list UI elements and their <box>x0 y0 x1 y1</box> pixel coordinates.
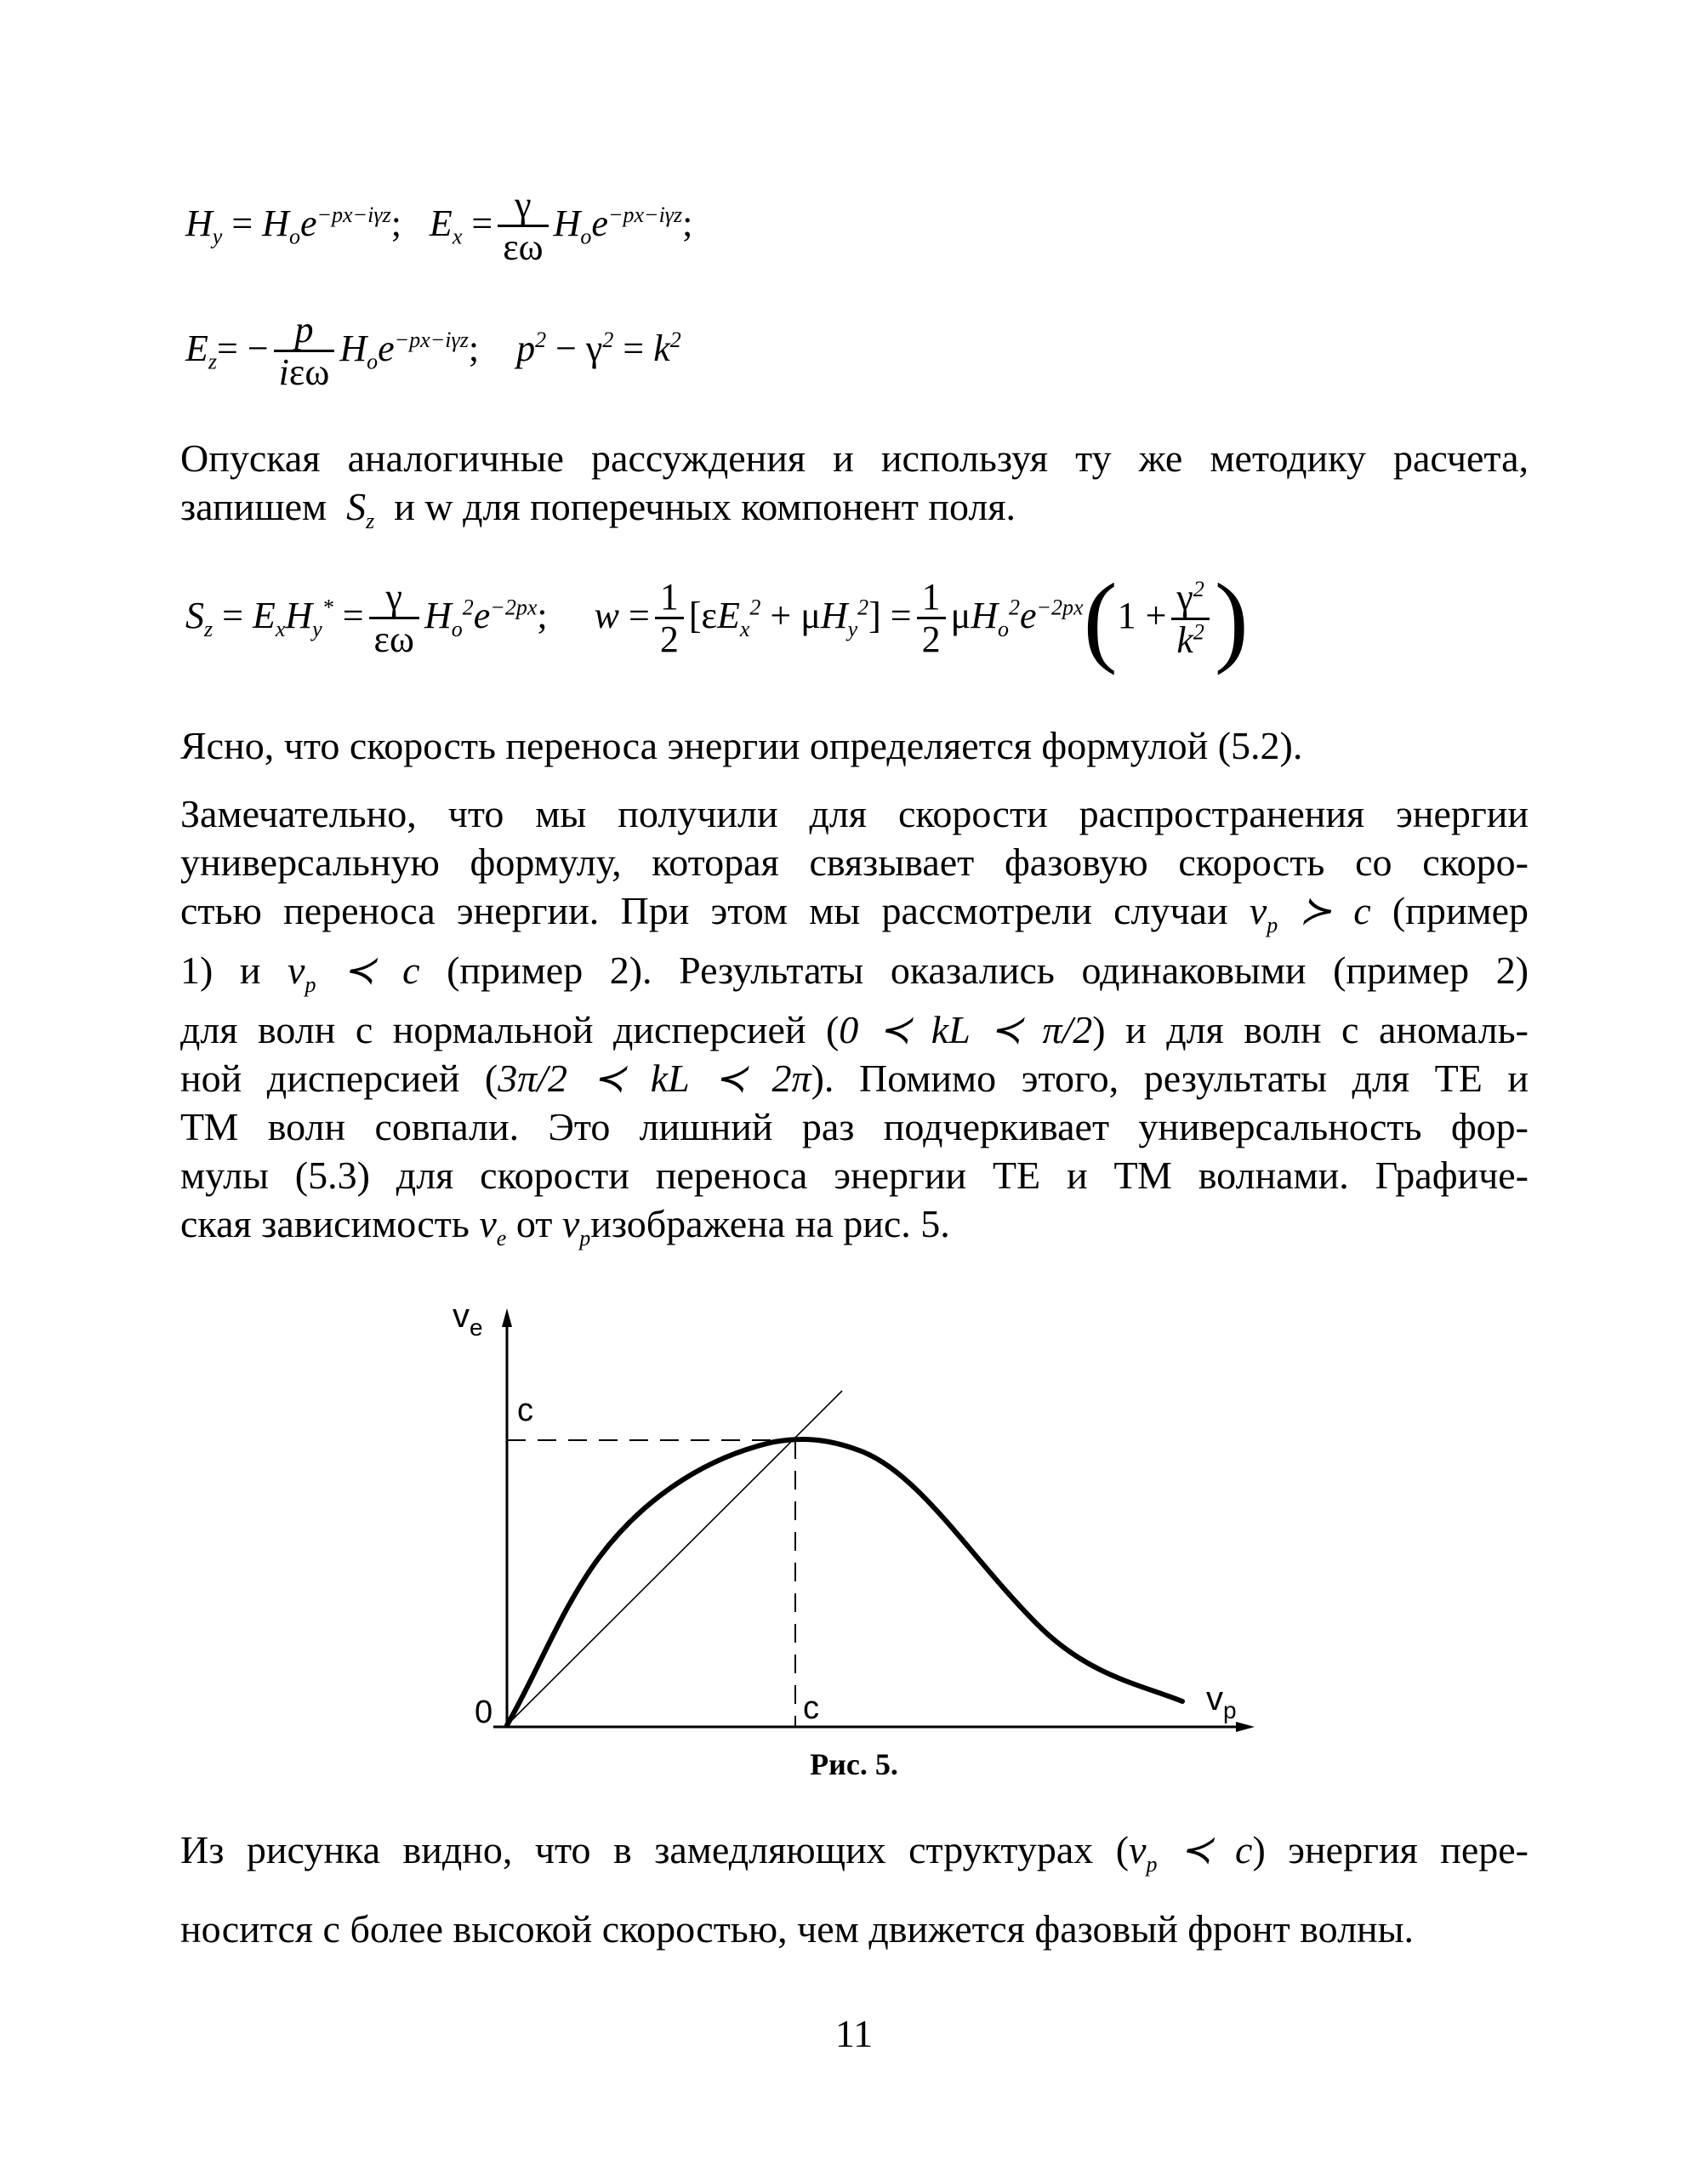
formula-2: $E_z=$ − $\frac{p}{\text{iεω}}$ $H_oe^{-px-i\gamma z}$; $p^2 - \gamma^2 = k^2$ <box>185 309 681 394</box>
y-axis-arrow <box>502 1308 512 1327</box>
inline-vp-3: v <box>561 1202 580 1245</box>
inline-vp-2: v <box>288 948 305 992</box>
inline-Sz-sub: z <box>366 509 375 534</box>
c-x-label: c <box>803 1690 819 1726</box>
x-axis-label: $v_p$ <box>1206 1680 1237 1723</box>
x-axis-arrow <box>1236 1722 1255 1732</box>
formula-1: $H_y = H_oe^{-px-i\gamma z}$; $E_x$ = $\frac{\gamma}{\varepsilon\omega}$ $H_oe^{-px-i\gamma z}$; <box>185 184 693 269</box>
p3-line6-a: ной дисперсией ( <box>180 1057 498 1100</box>
p3-line4-b: (пример 2). Результаты оказались одинаковыми (пример 2) <box>447 948 1529 992</box>
p3-line7: ТМ волн совпали. Это лишний раз подчеркивает универсальность фор- <box>180 1105 1529 1148</box>
p3-line3 <box>180 886 1529 946</box>
p1-line2-b: и w для поперечных компонент поля. <box>394 485 1016 528</box>
figure-caption: Рис. 5. <box>810 1747 898 1781</box>
p3-line2: универсальную формулу, которая связывает фазовую скорость со скоро- <box>180 840 1529 884</box>
y-axis-label: $v_e$ <box>453 1302 483 1341</box>
p3-line3-b: (пример <box>1392 889 1529 932</box>
p3-line9 <box>180 1199 1529 1262</box>
p3-line9-a: ская зависимость <box>180 1202 470 1245</box>
inline-Sz: S <box>346 485 367 528</box>
p3-line4-a: 1) и <box>180 948 261 992</box>
paragraph-3 <box>180 789 1529 1262</box>
ve-vp-curve <box>507 1439 1182 1725</box>
p4-line1 <box>180 1818 1529 1897</box>
p3-line5-b: ) и для волн с аномаль- <box>1092 1008 1529 1051</box>
p2-line: Ясно, что скорость переноса энергии определяется формулой (5.2). <box>180 724 1303 767</box>
inline-vp-4: v <box>1129 1828 1147 1871</box>
p3-line9-c: изображена на рис. 5. <box>590 1202 950 1245</box>
p3-line6-b: ). Помимо этого, результаты для ТЕ и <box>811 1057 1529 1100</box>
inline-range2: 3π/2 ≺ kL ≺ 2π <box>498 1057 811 1100</box>
page-number: 11 <box>834 2012 874 2055</box>
p3-line5-a: для волн с нормальной дисперсией ( <box>180 1008 840 1051</box>
inline-lt-c-2: ≺ c <box>1180 1828 1253 1871</box>
p4-line1-b: ) энергия пере- <box>1252 1828 1529 1871</box>
inline-range1: 0 ≺ kL ≺ π/2 <box>839 1008 1093 1051</box>
p3-line5 <box>180 1005 1529 1054</box>
figure-5 <box>442 1302 1276 1744</box>
inline-vp-sub-4: p <box>1146 1852 1158 1877</box>
inline-vp-sub: p <box>1267 913 1278 938</box>
inline-vp-sub-3: p <box>579 1226 591 1251</box>
paragraph-4 <box>180 1818 1529 1962</box>
p3-line3-a: стью переноса энергии. При этом мы рассмотрели случаи <box>180 889 1228 932</box>
p4-line2: носится с более высокой скоростью, чем движется фазовый фронт волны. <box>180 1907 1415 1951</box>
inline-ve: v <box>479 1202 497 1245</box>
inline-vp-sub-2: p <box>305 972 316 998</box>
paragraph-2 <box>180 721 1529 770</box>
inline-vp: v <box>1249 889 1267 932</box>
p3-line1: Замечательно, что мы получили для скорости распространения энергии <box>180 792 1529 835</box>
origin-label: 0 <box>475 1695 493 1730</box>
p1-line1: Опуская аналогичные рассуждения и используя ту же методику расчета, <box>180 436 1529 480</box>
p3-line6 <box>180 1054 1529 1102</box>
p4-line1-a: Из рисунка видно, что в замедляющих структурах ( <box>180 1828 1130 1871</box>
inline-lt-c: ≺ c <box>343 948 420 992</box>
p3-line4 <box>180 946 1529 1005</box>
inline-gt-c: ≻ c <box>1299 889 1371 932</box>
p3-line8: мулы (5.3) для скорости переноса энергии ТЕ и ТМ волнами. Графиче- <box>180 1154 1529 1197</box>
paragraph-1 <box>180 434 1529 545</box>
p1-line2-a: запишем <box>180 485 327 528</box>
inline-ve-sub: e <box>496 1226 507 1251</box>
c-y-label: c <box>517 1393 533 1428</box>
formula-3: $S_z = E_xH_y^*$ = $\frac{\gamma}{\varepsilon\omega}$ $H_o^2e^{-2px}$; w = $\frac{1}{2}$ $[\varepsilon E_x^2 + \mu H_y^2]$ = $\frac{1}{2}$ $\mu H_o^2e^{-2px}(1$ + $\frac{\gamma^2}{k^2}$ ) <box>185 562 1249 675</box>
p3-line9-b: от <box>515 1202 553 1245</box>
